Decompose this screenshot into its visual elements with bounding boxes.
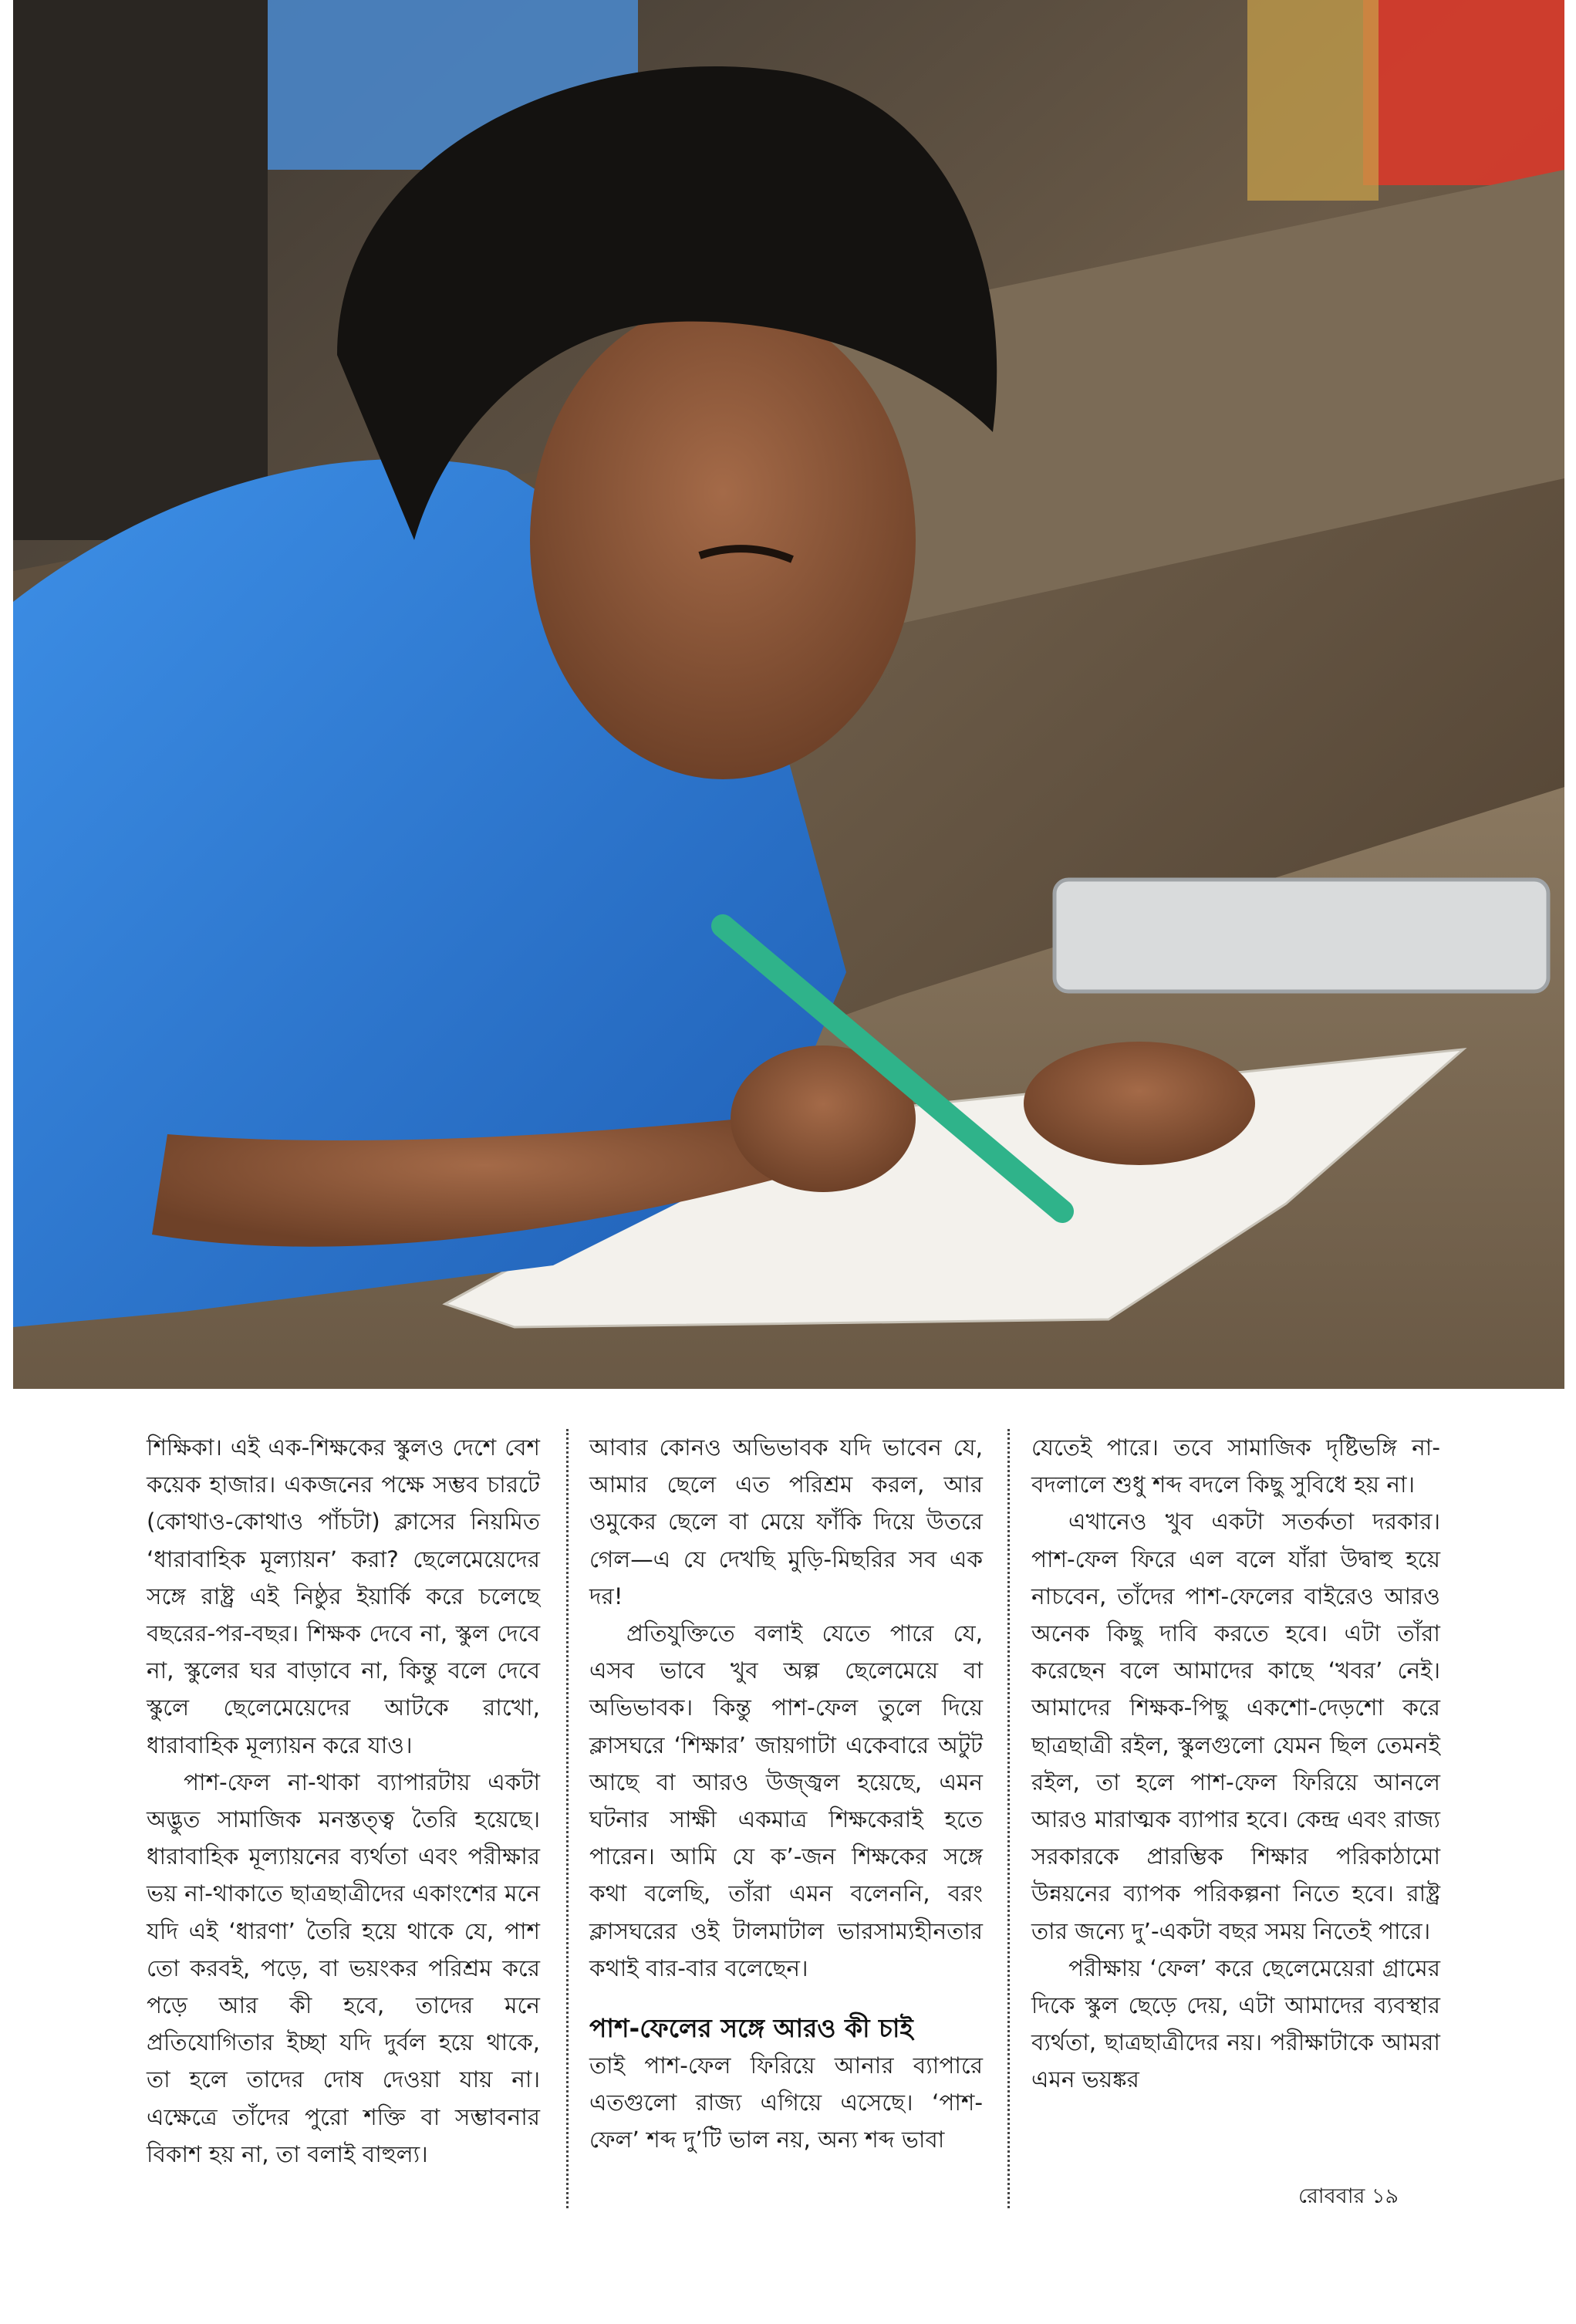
- column-divider: [1007, 1429, 1010, 2208]
- photo-child-writing: [13, 0, 1564, 1389]
- article-column-2: [589, 1429, 983, 2159]
- article-column-1: [147, 1429, 540, 2173]
- paragraph: তাই পাশ-ফেল ফিরিয়ে আনার ব্যাপারে এতগুলো রাজ্য এগিয়ে এসেছে। ‘পাশ-ফেল’ শব্দ দু’টি ভাল নয়, অন্য শব্দ ভাবা: [589, 2052, 983, 2153]
- paragraph: পাশ-ফেল না-থাকা ব্যাপারটায় একটা অদ্ভুত সামাজিক মনস্তত্ত্ব তৈরি হয়েছে। ধারাবাহিক মূল্যায়নের ব্যর্থতা এবং পরীক্ষার ভয় না-থাকাতে ছাত্রছাত্রীদের একাংশের মনে যদি এই ‘ধারণা’ তৈরি হয়ে থাকে যে, পাশ তো করবই, পড়ে, বা ভয়ংকর পরিশ্রম করে পড়ে আর কী হবে, তাদের মনে প্রতিযোগিতার ইচ্ছা যদি দুর্বল হয়ে থাকে, তা হলে তাদের দোষ দেওয়া যায় না। এক্ষেত্রে তাঁদের পুরো শক্তি বা সম্ভাবনার বিকাশ হয় না, তা বলাই বাহুল্য।: [147, 1768, 540, 2167]
- paragraph: এখানেও খুব একটা সতর্কতা দরকার। পাশ-ফেল ফিরে এল বলে যাঁরা উদ্বাহু হয়ে নাচবেন, তাঁদের পাশ-ফেলের বাইরেও আরও অনেক কিছু দাবি করতে হবে। এটা তাঁরা করেছেন বলে আমাদের কাছে ‘খবর’ নেই। আমাদের শিক্ষক-পিছু একশো-দেড়শো করে ছাত্রছাত্রী রইল, স্কুলগুলো যেমন ছিল তেমনই রইল, তা হলে পাশ-ফেল ফিরিয়ে আনলে আরও মারাত্মক ব্যাপার হবে। কেন্দ্র এবং রাজ্য সরকারকে প্রারম্ভিক শিক্ষার পরিকাঠামো উন্নয়নের ব্যাপক পরিকল্পনা নিতে হবে। রাষ্ট্র তার জন্যে দু’-একটা বছর সময় নিতেই পারে।: [1031, 1508, 1440, 1944]
- article-column-3: [1031, 1429, 1440, 2099]
- section-subheading: পাশ-ফেলের সঙ্গে আরও কী চাই: [589, 2013, 913, 2044]
- paragraph: পরীক্ষায় ‘ফেল’ করে ছেলেমেয়েরা গ্রামের দিকে স্কুল ছেড়ে দেয়, এটা আমাদের ব্যবস্থার ব্যর্থতা, ছাত্রছাত্রীদের নয়। পরীক্ষাটাকে আমরা এমন ভয়ঙ্কর: [1031, 1954, 1440, 2093]
- column-divider: [566, 1429, 569, 2208]
- page-footer: রোববার ১৯: [1298, 2184, 1399, 2208]
- paragraph: যেতেই পারে। তবে সামাজিক দৃষ্টিভঙ্গি না-বদলালে শুধু শব্দ বদলে কিছু সুবিধে হয় না।: [1031, 1434, 1440, 1498]
- paragraph: প্রতিযুক্তিতে বলাই যেতে পারে যে, এসব ভাবে খুব অল্প ছেলেমেয়ে বা অভিভাবক। কিন্তু পাশ-ফেল তুলে দিয়ে ক্লাসঘরে ‘শিক্ষার’ জায়গাটা একেবারে অটুট আছে বা আরও উজ্জ্বল হয়েছে, এমন ঘটনার সাক্ষী একমাত্র শিক্ষকেরাই হতে পারেন। আমি যে ক’-জন শিক্ষকের সঙ্গে কথা বলেছি, তাঁরা এমন বলেননি, বরং ক্লাসঘরের ওই টালমাটাল ভারসাম্যহীনতার কথাই বার-বার বলেছেন।: [589, 1620, 983, 1981]
- paragraph: শিক্ষিকা। এই এক-শিক্ষকের স্কুলও দেশে বেশ কয়েক হাজার। একজনের পক্ষে সম্ভব চারটে (কোথাও-কোথাও পাঁচটা) ক্লাসের নিয়মিত ‘ধারাবাহিক মূল্যায়ন’ করা? ছেলেমেয়েদের সঙ্গে রাষ্ট্র এই নিষ্ঠুর ইয়ার্কি করে চলেছে বছরের-পর-বছর। শিক্ষক দেবে না, স্কুল দেবে না, স্কুলের ঘর বাড়াবে না, কিন্তু বলে দেবে স্কুলে ছেলেমেয়েদের আটকে রাখো, ধারাবাহিক মূল্যায়ন করে যাও।: [147, 1434, 540, 1758]
- paragraph: আবার কোনও অভিভাবক যদি ভাবেন যে, আমার ছেলে এত পরিশ্রম করল, আর ওমুকের ছেলে বা মেয়ে ফাঁকি দিয়ে উতরে গেল—এ যে দেখছি মুড়ি-মিছরির সব এক দর!: [589, 1434, 983, 1610]
